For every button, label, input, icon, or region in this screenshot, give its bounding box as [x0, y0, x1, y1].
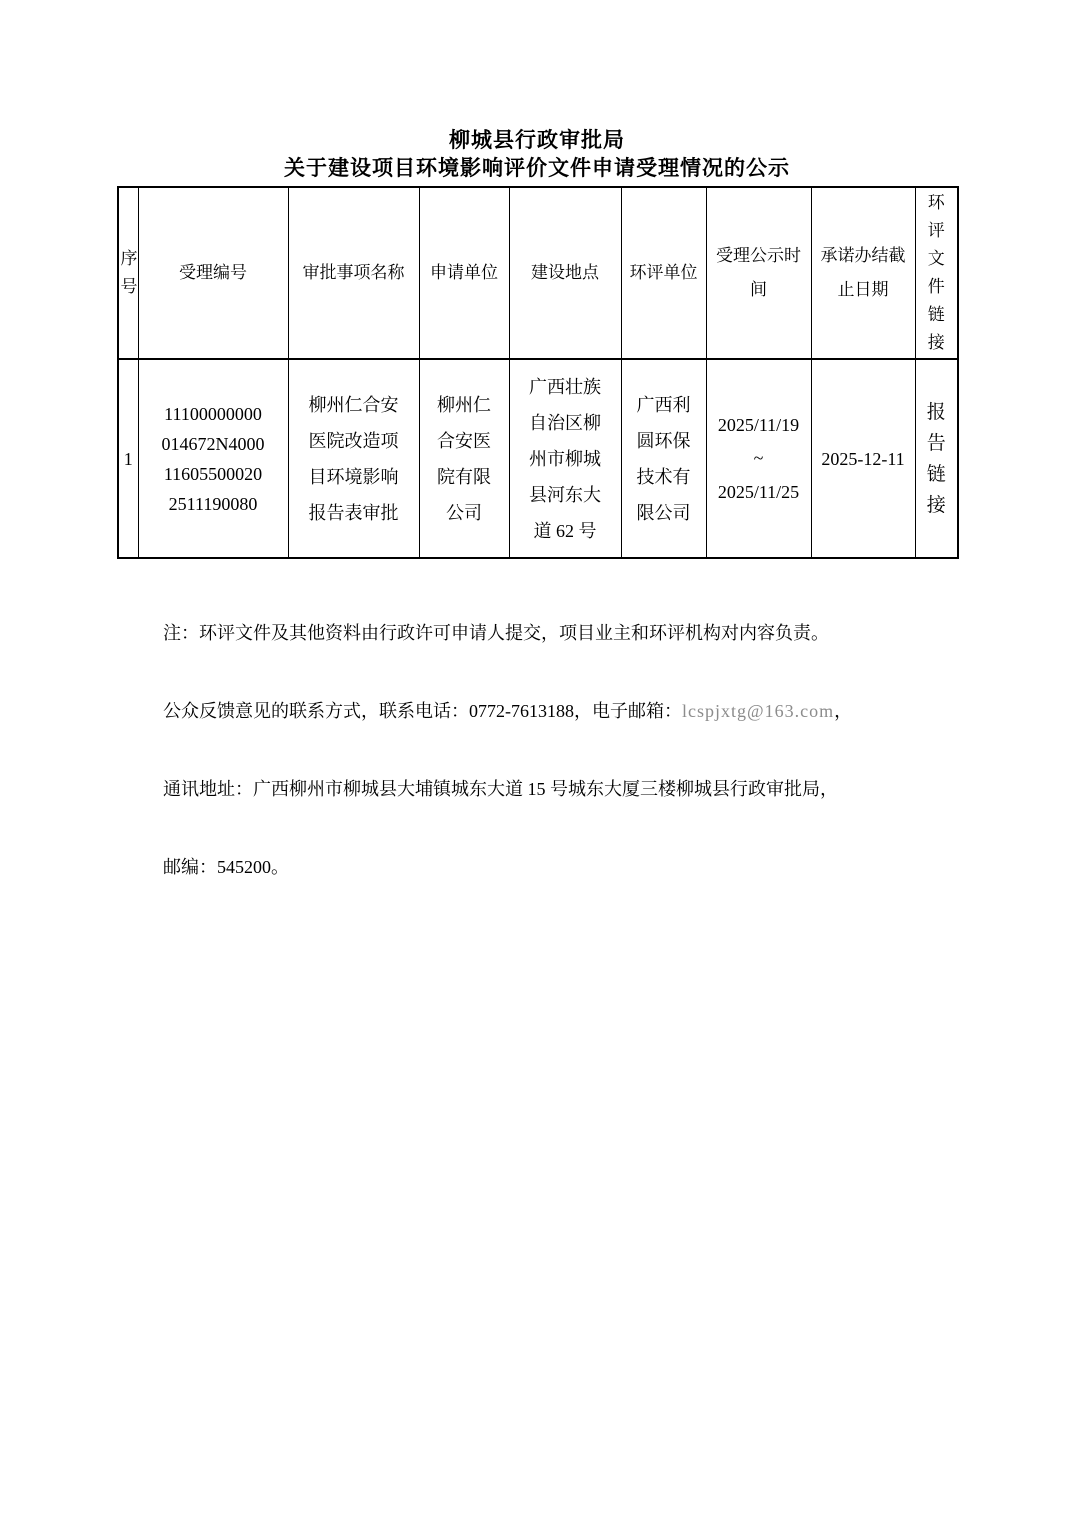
cell-eia-agency: 广西利圆环保技术有限公司 [621, 359, 706, 558]
col-header-deadline: 承诺办结截止日期 [811, 187, 915, 359]
note-postcode: 邮编：545200。 [163, 857, 289, 877]
table-row [118, 359, 958, 558]
col-header-approval-item: 审批事项名称 [288, 187, 419, 359]
cell-acceptance-no: 11100000000014672N4000116055000202511190080 [138, 359, 288, 558]
note-contact [163, 699, 1014, 723]
note-disclaimer: 注：环评文件及其他资料由行政许可申请人提交，项目业主和环评机构对内容负责。 [163, 623, 829, 643]
cell-index: 1 [118, 359, 138, 558]
col-header-eia-agency: 环评单位 [621, 187, 706, 359]
page-title: 柳城县行政审批局 [449, 129, 625, 152]
col-header-doc-link: 环评文件链接 [915, 187, 958, 359]
cell-applicant: 柳州仁合安医院有限公司 [419, 359, 509, 558]
tilde-separator: ~ [753, 448, 764, 468]
footer-notes [163, 621, 1014, 879]
cell-deadline: 2025-12-11 [811, 359, 915, 558]
col-header-publicity-period: 受理公示时间 [706, 187, 811, 359]
cell-publicity-period [706, 359, 811, 558]
contact-suffix: ， [834, 701, 853, 721]
title-block [0, 0, 1074, 183]
contact-text: 公众反馈意见的联系方式，联系电话：0772-7613188，电子邮箱： [163, 701, 682, 721]
col-header-applicant: 申请单位 [419, 187, 509, 359]
publicity-start-date: 2025/11/19 [717, 415, 800, 435]
publicity-end-date: 2025/11/25 [717, 482, 800, 502]
col-header-acceptance-no: 受理编号 [138, 187, 288, 359]
cell-doc-link [915, 359, 958, 558]
cell-location: 广西壮族自治区柳州市柳城县河东大道 62 号 [509, 359, 621, 558]
col-header-index: 序号 [118, 187, 138, 359]
report-link[interactable]: 报告链接 [926, 401, 946, 516]
table-header-row [118, 187, 958, 359]
col-header-location: 建设地点 [509, 187, 621, 359]
cell-approval-item: 柳州仁合安医院改造项目环境影响报告表审批 [288, 359, 419, 558]
page-subtitle: 关于建设项目环境影响评价文件申请受理情况的公示 [284, 157, 790, 180]
contact-email: lcspjxtg@163.com [682, 701, 835, 721]
note-address: 通讯地址：广西柳州市柳城县大埔镇城东大道 15 号城东大厦三楼柳城县行政审批局， [163, 779, 838, 799]
acceptance-notice-table [117, 186, 959, 559]
